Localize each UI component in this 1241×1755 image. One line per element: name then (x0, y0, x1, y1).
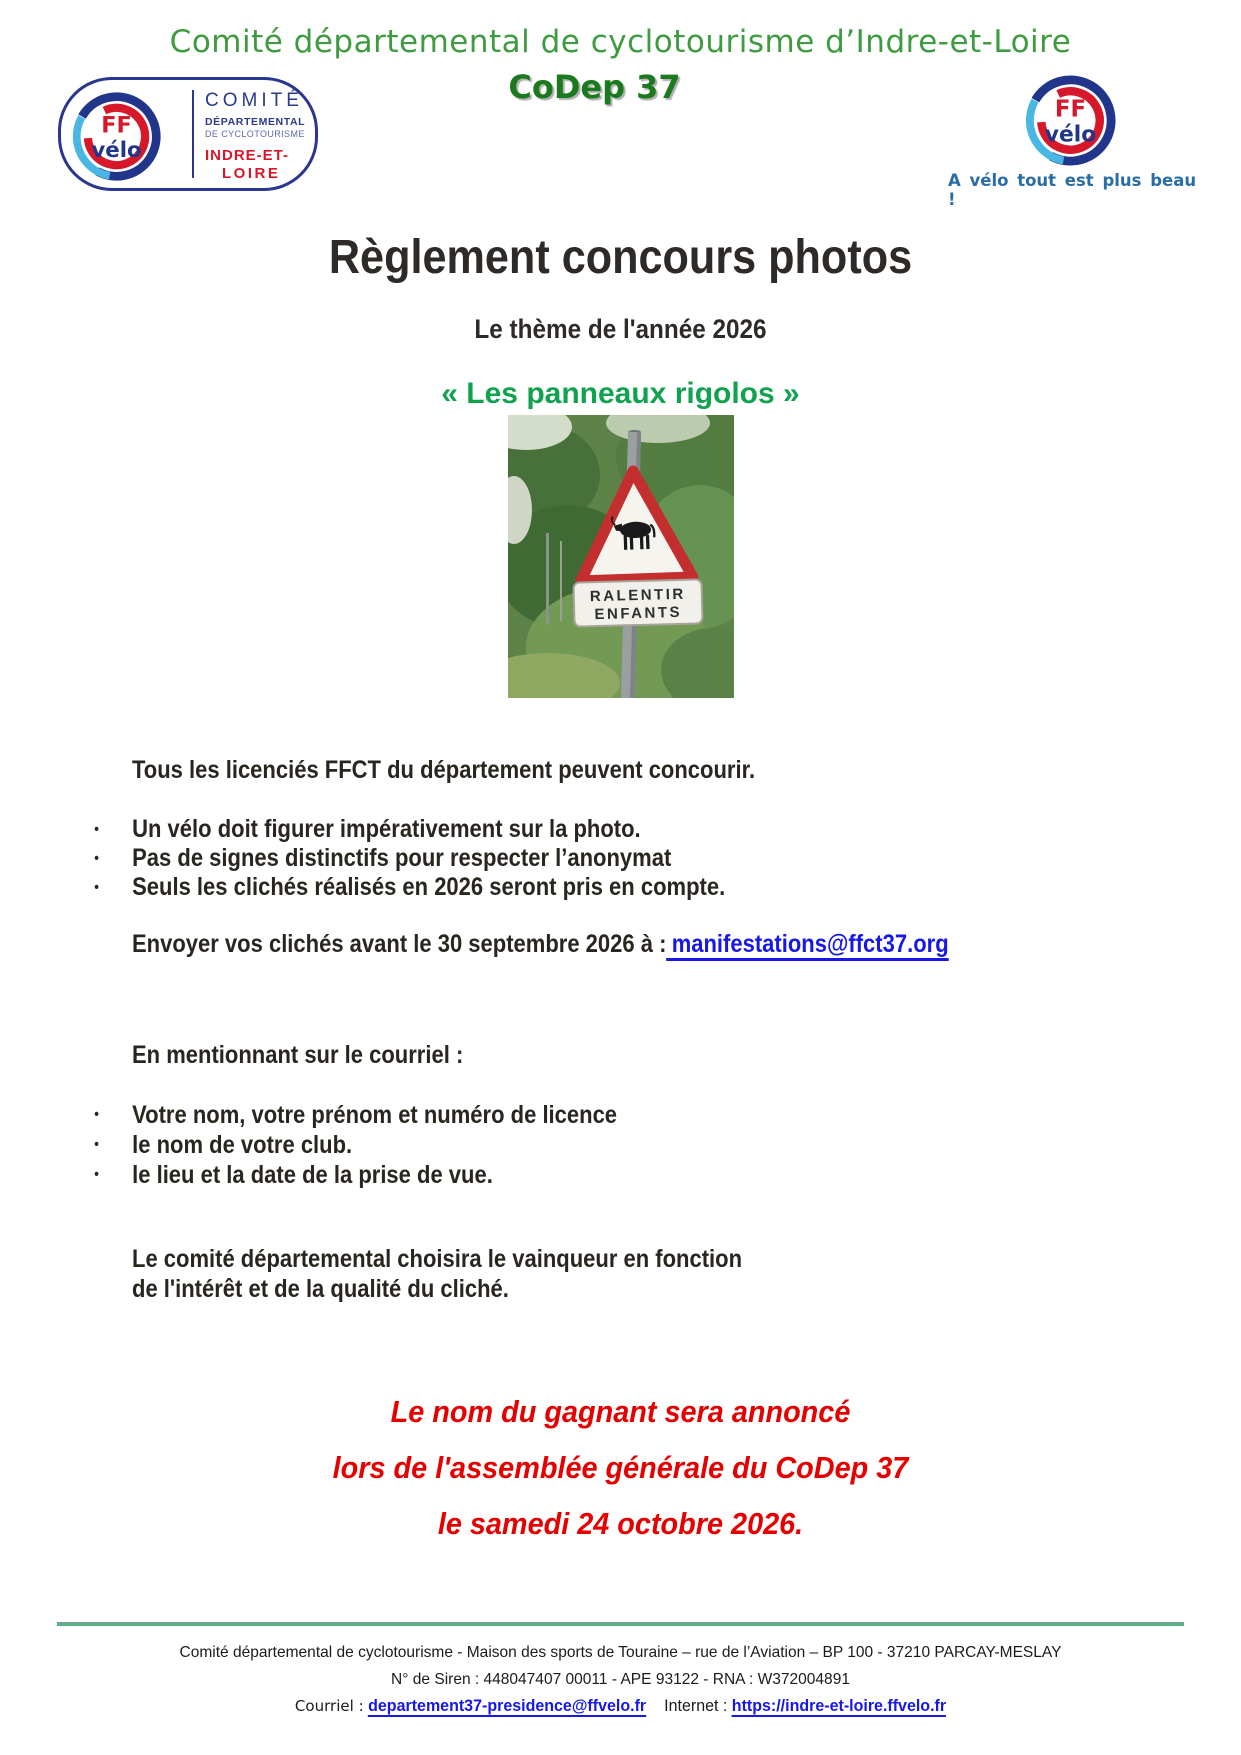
list-item (89, 1100, 617, 1130)
sign-text-line2: ENFANTS (594, 603, 683, 624)
committee-logo-text (205, 91, 315, 181)
fence-post (546, 533, 549, 625)
logo-departemental-label: DÉPARTEMENTAL (205, 116, 306, 128)
jury-paragraph (132, 1244, 742, 1304)
list-item (89, 1130, 617, 1160)
theme-title: « Les panneaux rigolos » (441, 377, 800, 410)
sign-text-line1: RALENTIR (589, 585, 686, 606)
logo-indre-label: INDRE-ET- (205, 146, 289, 164)
footer-address: Comité départemental de cyclotourisme - Maison des sports de Touraine – rue de l’Aviation – BP 100 - 37210 PARCAY-MESLAY (179, 1644, 1062, 1661)
bullet-icon: • (94, 879, 99, 896)
announcement-line: le samedi 24 octobre 2026. (437, 1506, 804, 1541)
send-line-text: Envoyer vos clichés avant le 30 septembre 2026 à : (132, 930, 667, 958)
internet-label: Internet : (664, 1697, 728, 1715)
list-item-text: Un vélo doit figurer impérativement sur la photo. (132, 815, 641, 843)
intro-paragraph: Tous les licenciés FFCT du département peuvent concourir. (132, 756, 756, 784)
bullet-icon: • (94, 1106, 99, 1123)
footer-contacts (19, 1697, 1223, 1716)
list-item-text: Seuls les clichés réalisés en 2026 seront pris en compte. (132, 873, 726, 901)
courriel-link[interactable]: departement37-presidence@ffvelo.fr (368, 1697, 647, 1715)
jury-line2: de l'intérêt et de la qualité du cliché. (132, 1275, 509, 1303)
list-item-text: Pas de signes distinctifs pour respecter l’anonymat (132, 844, 672, 872)
logo-comite-label: COMITÉ (205, 90, 303, 111)
ffvelo-tagline: A vélo tout est plus beau ! (948, 171, 1197, 209)
internet-link[interactable]: https://indre-et-loire.ffvelo.fr (731, 1697, 947, 1715)
logo-divider (192, 90, 194, 178)
rules-list (89, 815, 725, 902)
jury-line1: Le comité départemental choisira le vainqueur en fonction (132, 1245, 743, 1273)
list-item (89, 844, 725, 873)
courriel-label: Courriel : (294, 1697, 364, 1715)
announcement-line: lors de l'assemblée générale du CoDep 37 (332, 1450, 909, 1485)
codep-label: CoDep 37 (508, 68, 681, 106)
header-title: Comité départemental de cyclotourisme d’Indre-et-Loire (169, 24, 1072, 60)
committee-logo (58, 77, 318, 191)
footer-separator (57, 1622, 1184, 1626)
page-title: Règlement concours photos (328, 231, 913, 284)
footer-siren: N° de Siren : 448047407 00011 - APE 93122 - RNA : W372004891 (391, 1671, 850, 1688)
list-item-text: le nom de votre club. (132, 1131, 353, 1159)
mention-paragraph: En mentionnant sur le courriel : (132, 1041, 464, 1069)
fence-post (560, 541, 562, 621)
bullet-icon: • (94, 1166, 99, 1183)
list-item (89, 815, 725, 844)
contest-photo (508, 415, 734, 698)
ralentir-sign (573, 579, 702, 626)
mention-list (89, 1100, 617, 1190)
logo-loire-label: LOIRE (222, 164, 281, 182)
email-link[interactable]: manifestations@ffct37.org (666, 930, 948, 961)
list-item (89, 1160, 617, 1190)
list-item (89, 873, 725, 902)
ffvelo-logo-right (1021, 71, 1120, 170)
send-line (132, 930, 949, 959)
bullet-icon: • (94, 821, 99, 838)
subtitle-theme-year: Le thème de l'année 2026 (474, 314, 767, 344)
announcement-line: Le nom du gagnant sera annoncé (390, 1394, 851, 1429)
bullet-icon: • (94, 1136, 99, 1153)
logo-cyclotourisme-label: DE CYCLOTOURISME (205, 128, 305, 139)
ffvelo-roundel-icon (68, 88, 165, 185)
list-item-text: le lieu et la date de la prise de vue. (132, 1161, 493, 1189)
announcement-block (43, 1384, 1197, 1552)
list-item-text: Votre nom, votre prénom et numéro de licence (132, 1101, 618, 1129)
bullet-icon: • (94, 850, 99, 867)
